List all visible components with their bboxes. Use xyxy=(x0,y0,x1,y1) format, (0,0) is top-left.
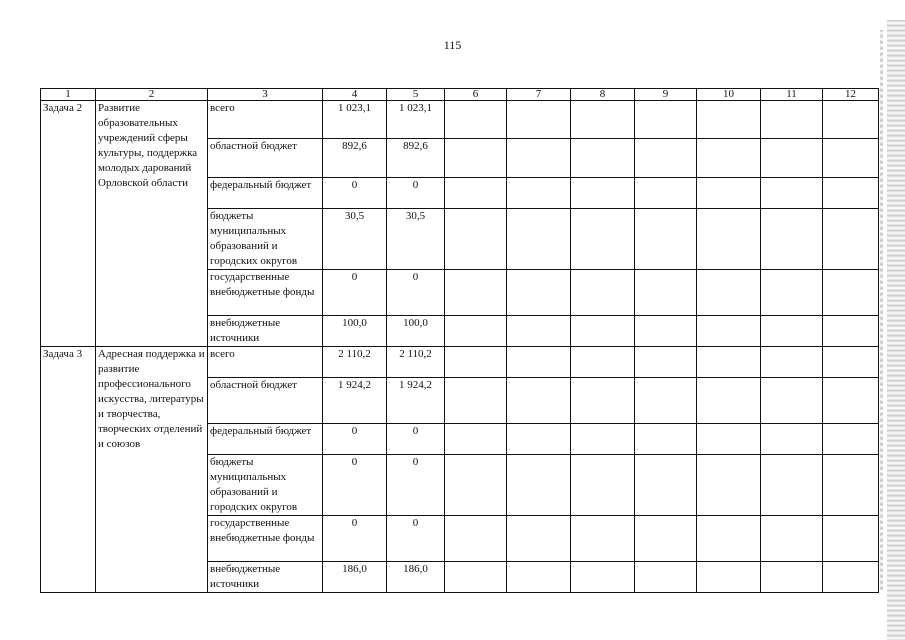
funding-source: государственные внебюджетные фонды xyxy=(208,270,323,316)
budget-table xyxy=(40,88,879,593)
column-number: 12 xyxy=(823,89,879,101)
task-label: Задача 2 xyxy=(41,101,96,347)
scan-edge-artifact xyxy=(887,20,905,640)
table-row xyxy=(41,347,879,378)
value-col4: 0 xyxy=(323,516,387,562)
column-number: 2 xyxy=(96,89,208,101)
value-col5: 0 xyxy=(387,178,445,209)
funding-source: всего xyxy=(208,101,323,139)
value-col5: 1 023,1 xyxy=(387,101,445,139)
funding-source: государственные внебюджетные фонды xyxy=(208,516,323,562)
column-number: 11 xyxy=(761,89,823,101)
funding-source: федеральный бюджет xyxy=(208,424,323,455)
column-number: 6 xyxy=(445,89,507,101)
funding-source: бюджеты муниципальных образований и городских округов xyxy=(208,209,323,270)
value-col4: 0 xyxy=(323,455,387,516)
column-number: 5 xyxy=(387,89,445,101)
column-number: 9 xyxy=(635,89,697,101)
value-col4: 1 924,2 xyxy=(323,378,387,424)
funding-source: внебюджетные источники xyxy=(208,316,323,347)
value-col5: 0 xyxy=(387,270,445,316)
value-col5: 892,6 xyxy=(387,139,445,178)
task-name: Развитие образовательных учреждений сферы культуры, поддержка молодых дарований Орловской области xyxy=(96,101,208,347)
funding-source: внебюджетные источники xyxy=(208,562,323,593)
value-col5: 100,0 xyxy=(387,316,445,347)
value-col5: 2 110,2 xyxy=(387,347,445,378)
column-number: 7 xyxy=(507,89,571,101)
value-col5: 1 924,2 xyxy=(387,378,445,424)
funding-source: областной бюджет xyxy=(208,378,323,424)
funding-source: федеральный бюджет xyxy=(208,178,323,209)
value-col4: 100,0 xyxy=(323,316,387,347)
value-col5: 0 xyxy=(387,455,445,516)
value-col4: 2 110,2 xyxy=(323,347,387,378)
task-name: Адресная поддержка и развитие профессионального искусства, литературы и творчества, творческих отделений и союзов xyxy=(96,347,208,593)
column-number: 4 xyxy=(323,89,387,101)
column-number: 1 xyxy=(41,89,96,101)
scan-edge-artifact xyxy=(880,30,883,590)
value-col4: 30,5 xyxy=(323,209,387,270)
header-row xyxy=(41,89,879,101)
value-col4: 0 xyxy=(323,178,387,209)
value-col4: 186,0 xyxy=(323,562,387,593)
column-number: 3 xyxy=(208,89,323,101)
value-col5: 186,0 xyxy=(387,562,445,593)
value-col5: 30,5 xyxy=(387,209,445,270)
column-number: 10 xyxy=(697,89,761,101)
funding-source: бюджеты муниципальных образований и городских округов xyxy=(208,455,323,516)
value-col4: 0 xyxy=(323,424,387,455)
column-number: 8 xyxy=(571,89,635,101)
funding-source: областной бюджет xyxy=(208,139,323,178)
value-col4: 0 xyxy=(323,270,387,316)
page-number: 115 xyxy=(443,38,462,52)
value-col5: 0 xyxy=(387,424,445,455)
value-col4: 1 023,1 xyxy=(323,101,387,139)
value-col4: 892,6 xyxy=(323,139,387,178)
table-row xyxy=(41,101,879,139)
task-label: Задача 3 xyxy=(41,347,96,593)
value-col5: 0 xyxy=(387,516,445,562)
funding-source: всего xyxy=(208,347,323,378)
